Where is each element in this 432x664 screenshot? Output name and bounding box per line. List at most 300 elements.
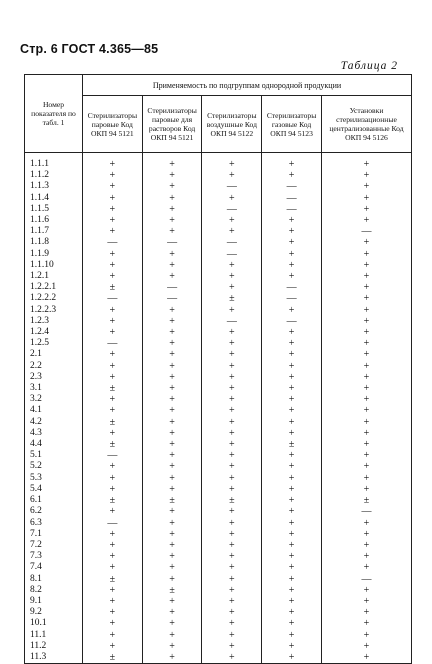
indicator-number-cell: 7.2 [25, 540, 83, 551]
applicability-cell: + [202, 372, 262, 383]
applicability-cell: + [202, 305, 262, 316]
applicability-cell: + [142, 618, 202, 629]
applicability-cell: + [83, 249, 143, 260]
applicability-cell: + [202, 529, 262, 540]
indicator-number-cell: 5.2 [25, 461, 83, 472]
applicability-cell: — [262, 282, 322, 293]
applicability-cell: + [142, 641, 202, 652]
indicator-number-cell: 1.1.2 [25, 170, 83, 181]
applicability-cell: + [83, 562, 143, 573]
table-row [25, 607, 412, 618]
applicability-cell: + [202, 484, 262, 495]
indicator-number-cell: 4.4 [25, 439, 83, 450]
applicability-cell: + [262, 383, 322, 394]
applicability-cell: ± [83, 417, 143, 428]
table-row [25, 405, 412, 416]
indicator-number-cell: 1.2.2.2 [25, 293, 83, 304]
applicability-cell: — [262, 193, 322, 204]
applicability-cell: + [142, 249, 202, 260]
applicability-cell: + [83, 540, 143, 551]
applicability-cell: + [202, 607, 262, 618]
applicability-cell: + [321, 529, 411, 540]
applicability-cell: + [142, 518, 202, 529]
applicability-cell: + [321, 349, 411, 360]
applicability-cell: + [262, 551, 322, 562]
indicator-number-cell: 1.2.4 [25, 327, 83, 338]
applicability-cell: + [262, 473, 322, 484]
applicability-cell: + [321, 394, 411, 405]
table-row [25, 237, 412, 248]
applicability-cell: + [202, 338, 262, 349]
applicability-cell: — [83, 518, 143, 529]
applicability-cell: + [142, 652, 202, 664]
applicability-cell: + [262, 327, 322, 338]
applicability-cell: + [202, 361, 262, 372]
table-row [25, 652, 412, 664]
table-row [25, 282, 412, 293]
indicator-number-cell: 1.1.4 [25, 193, 83, 204]
indicator-number-cell: 1.1.5 [25, 204, 83, 215]
table-row [25, 641, 412, 652]
applicability-cell: + [202, 428, 262, 439]
indicator-number-cell: 8.1 [25, 574, 83, 585]
applicability-cell: + [321, 439, 411, 450]
applicability-cell: + [262, 394, 322, 405]
table-row [25, 495, 412, 506]
applicability-cell: ± [142, 495, 202, 506]
indicator-number-cell: 4.3 [25, 428, 83, 439]
applicability-cell: + [202, 618, 262, 629]
group-header: Применяемость по подгруппам однородной продукции [83, 75, 412, 96]
applicability-cell: — [142, 293, 202, 304]
table-row [25, 327, 412, 338]
table-row [25, 215, 412, 226]
applicability-cell: + [321, 327, 411, 338]
applicability-cell: — [321, 506, 411, 517]
applicability-cell: + [142, 596, 202, 607]
applicability-cell: + [262, 585, 322, 596]
applicability-cell: + [83, 585, 143, 596]
applicability-cell: — [202, 237, 262, 248]
applicability-cell: + [262, 260, 322, 271]
indicator-number-cell: 7.3 [25, 551, 83, 562]
applicability-cell: — [262, 316, 322, 327]
applicability-cell: — [321, 226, 411, 237]
table-row [25, 204, 412, 215]
table-row [25, 260, 412, 271]
row-number-header: Номер показателя по табл. 1 [25, 75, 83, 153]
applicability-cell: + [262, 461, 322, 472]
applicability-cell: + [321, 461, 411, 472]
applicability-cell: + [321, 316, 411, 327]
indicator-number-cell: 5.3 [25, 473, 83, 484]
indicator-number-cell: 4.1 [25, 405, 83, 416]
indicator-number-cell: 8.2 [25, 585, 83, 596]
applicability-cell: + [142, 260, 202, 271]
column-header: Стерилизаторы газовые Код ОКП 94 5123 [262, 96, 322, 153]
applicability-cell: + [321, 618, 411, 629]
applicability-cell: + [262, 349, 322, 360]
applicability-cell: + [142, 271, 202, 282]
applicability-cell: + [202, 518, 262, 529]
applicability-cell: + [83, 405, 143, 416]
applicability-cell: + [262, 518, 322, 529]
applicability-cell: + [83, 271, 143, 282]
applicability-cell: + [142, 607, 202, 618]
applicability-cell: + [142, 428, 202, 439]
applicability-cell: + [142, 181, 202, 192]
table-row [25, 450, 412, 461]
applicability-cell: + [262, 226, 322, 237]
applicability-cell: + [83, 529, 143, 540]
applicability-cell: + [262, 405, 322, 416]
table-row [25, 461, 412, 472]
indicator-number-cell: 10.1 [25, 618, 83, 629]
applicability-cell: ± [83, 282, 143, 293]
table-row [25, 361, 412, 372]
applicability-cell: + [83, 551, 143, 562]
applicability-cell: — [83, 450, 143, 461]
applicability-cell: — [202, 316, 262, 327]
applicability-cell: + [202, 450, 262, 461]
applicability-cell: ± [142, 585, 202, 596]
applicability-cell: + [321, 540, 411, 551]
applicability-cell: + [202, 585, 262, 596]
applicability-cell: + [202, 551, 262, 562]
applicability-table [24, 74, 412, 664]
applicability-cell: + [202, 473, 262, 484]
table-row [25, 316, 412, 327]
applicability-cell: — [202, 204, 262, 215]
applicability-cell: ± [202, 293, 262, 304]
applicability-cell: + [142, 439, 202, 450]
applicability-cell: + [321, 338, 411, 349]
applicability-cell: + [321, 361, 411, 372]
column-header: Установки стерилизационные централизованные Код ОКП 94 5126 [321, 96, 411, 153]
applicability-cell: — [321, 574, 411, 585]
applicability-cell: + [202, 630, 262, 641]
applicability-cell: — [262, 293, 322, 304]
column-header: Стерилизаторы паровые для растворов Код ОКП 94 5121 [142, 96, 202, 153]
applicability-cell: + [83, 618, 143, 629]
applicability-cell: + [142, 338, 202, 349]
applicability-cell: + [321, 484, 411, 495]
applicability-cell: + [83, 305, 143, 316]
applicability-cell: + [142, 450, 202, 461]
applicability-cell: + [321, 293, 411, 304]
applicability-cell: + [321, 204, 411, 215]
table-row [25, 394, 412, 405]
applicability-cell: + [142, 372, 202, 383]
applicability-cell: + [202, 271, 262, 282]
applicability-cell: — [142, 237, 202, 248]
applicability-cell: ± [83, 495, 143, 506]
applicability-cell: + [83, 630, 143, 641]
applicability-cell: + [262, 607, 322, 618]
applicability-cell: + [83, 473, 143, 484]
indicator-number-cell: 1.1.7 [25, 226, 83, 237]
indicator-number-cell: 6.3 [25, 518, 83, 529]
applicability-cell: + [262, 237, 322, 248]
applicability-cell: + [202, 215, 262, 226]
applicability-cell: + [83, 153, 143, 171]
applicability-cell: + [262, 361, 322, 372]
applicability-cell: — [262, 181, 322, 192]
applicability-cell: + [142, 540, 202, 551]
applicability-cell: ± [202, 495, 262, 506]
indicator-number-cell: 1.2.2.1 [25, 282, 83, 293]
table-row [25, 170, 412, 181]
table-row [25, 428, 412, 439]
applicability-cell: + [262, 215, 322, 226]
applicability-cell: + [83, 226, 143, 237]
indicator-number-cell: 1.2.5 [25, 338, 83, 349]
applicability-cell: + [83, 316, 143, 327]
applicability-cell: ± [83, 574, 143, 585]
applicability-cell: + [321, 473, 411, 484]
applicability-cell: + [142, 361, 202, 372]
applicability-cell: + [202, 596, 262, 607]
applicability-cell: + [142, 193, 202, 204]
applicability-cell: + [142, 506, 202, 517]
applicability-cell: + [321, 641, 411, 652]
applicability-cell: + [83, 641, 143, 652]
applicability-cell: + [262, 153, 322, 171]
applicability-cell: + [321, 271, 411, 282]
table-title: Таблица 2 [340, 60, 398, 72]
applicability-cell: + [262, 506, 322, 517]
table-row [25, 529, 412, 540]
applicability-cell: + [262, 305, 322, 316]
indicator-number-cell: 5.1 [25, 450, 83, 461]
table-row [25, 417, 412, 428]
applicability-cell: + [262, 170, 322, 181]
applicability-cell: + [321, 607, 411, 618]
applicability-cell: + [142, 417, 202, 428]
applicability-cell: + [142, 394, 202, 405]
applicability-cell: + [142, 574, 202, 585]
applicability-cell: + [202, 282, 262, 293]
indicator-number-cell: 1.2.3 [25, 316, 83, 327]
indicator-number-cell: 6.1 [25, 495, 83, 506]
applicability-cell: ± [321, 495, 411, 506]
table-row [25, 585, 412, 596]
applicability-cell: + [202, 652, 262, 664]
applicability-cell: + [142, 461, 202, 472]
table-row [25, 305, 412, 316]
indicator-number-cell: 2.1 [25, 349, 83, 360]
indicator-number-cell: 7.4 [25, 562, 83, 573]
applicability-cell: + [321, 562, 411, 573]
applicability-cell: + [262, 618, 322, 629]
applicability-cell: + [262, 652, 322, 664]
applicability-cell: + [202, 417, 262, 428]
applicability-cell: + [262, 495, 322, 506]
indicator-number-cell: 1.1.9 [25, 249, 83, 260]
indicator-number-cell: 9.2 [25, 607, 83, 618]
applicability-cell: + [202, 383, 262, 394]
applicability-cell: + [321, 585, 411, 596]
indicator-number-cell: 1.1.10 [25, 260, 83, 271]
applicability-cell: + [262, 574, 322, 585]
table-row [25, 518, 412, 529]
table-row [25, 338, 412, 349]
applicability-cell: + [83, 394, 143, 405]
applicability-cell: + [83, 181, 143, 192]
indicator-number-cell: 1.1.6 [25, 215, 83, 226]
page-header: Стр. 6 ГОСТ 4.365—85 [20, 42, 159, 56]
applicability-cell: — [83, 338, 143, 349]
applicability-cell: + [321, 282, 411, 293]
table-row [25, 383, 412, 394]
applicability-cell: + [142, 204, 202, 215]
applicability-cell: + [83, 215, 143, 226]
applicability-cell: + [202, 506, 262, 517]
applicability-cell: + [83, 349, 143, 360]
applicability-cell: + [83, 372, 143, 383]
applicability-cell: + [262, 484, 322, 495]
applicability-cell: + [262, 596, 322, 607]
indicator-number-cell: 3.2 [25, 394, 83, 405]
indicator-number-cell: 6.2 [25, 506, 83, 517]
applicability-cell: + [321, 450, 411, 461]
table-row [25, 551, 412, 562]
applicability-cell: + [142, 153, 202, 171]
indicator-number-cell: 5.4 [25, 484, 83, 495]
applicability-cell: + [142, 215, 202, 226]
applicability-cell: + [202, 641, 262, 652]
applicability-cell: + [202, 260, 262, 271]
applicability-cell: + [142, 305, 202, 316]
table-row [25, 271, 412, 282]
indicator-number-cell: 2.2 [25, 361, 83, 372]
applicability-cell: + [262, 271, 322, 282]
applicability-cell: + [321, 630, 411, 641]
applicability-cell: + [262, 417, 322, 428]
applicability-cell: + [83, 170, 143, 181]
applicability-cell: + [83, 361, 143, 372]
applicability-cell: + [83, 484, 143, 495]
applicability-cell: + [202, 153, 262, 171]
table-row [25, 473, 412, 484]
applicability-cell: + [142, 226, 202, 237]
applicability-cell: + [262, 450, 322, 461]
table-row [25, 506, 412, 517]
table-row [25, 153, 412, 171]
applicability-cell: + [321, 405, 411, 416]
applicability-cell: + [142, 562, 202, 573]
applicability-cell: + [202, 439, 262, 450]
applicability-cell: + [83, 327, 143, 338]
table-row [25, 540, 412, 551]
applicability-cell: + [202, 574, 262, 585]
applicability-cell: + [83, 461, 143, 472]
applicability-cell: + [262, 630, 322, 641]
table-row [25, 439, 412, 450]
indicator-number-cell: 11.3 [25, 652, 83, 664]
applicability-cell: + [202, 327, 262, 338]
applicability-cell: — [202, 249, 262, 260]
applicability-cell: + [142, 349, 202, 360]
applicability-cell: + [321, 181, 411, 192]
applicability-cell: + [321, 417, 411, 428]
applicability-cell: — [142, 282, 202, 293]
applicability-cell: + [262, 372, 322, 383]
table-row [25, 630, 412, 641]
applicability-cell: + [321, 652, 411, 664]
table-row [25, 372, 412, 383]
indicator-number-cell: 11.1 [25, 630, 83, 641]
table-row [25, 484, 412, 495]
applicability-cell: + [321, 428, 411, 439]
applicability-cell: + [202, 562, 262, 573]
column-header: Стерилизаторы паровые Код ОКП 94 5121 [83, 96, 143, 153]
table-row [25, 193, 412, 204]
indicator-number-cell: 2.3 [25, 372, 83, 383]
indicator-number-cell: 1.1.1 [25, 153, 83, 171]
applicability-cell: + [202, 170, 262, 181]
applicability-cell: + [202, 193, 262, 204]
applicability-cell: + [83, 596, 143, 607]
applicability-cell: + [142, 383, 202, 394]
table-row [25, 181, 412, 192]
applicability-cell: + [202, 226, 262, 237]
applicability-cell: + [142, 170, 202, 181]
indicator-number-cell: 1.2.1 [25, 271, 83, 282]
applicability-cell: + [262, 641, 322, 652]
table-row [25, 596, 412, 607]
indicator-number-cell: 11.2 [25, 641, 83, 652]
applicability-cell: + [142, 630, 202, 641]
applicability-cell: + [142, 529, 202, 540]
indicator-number-cell: 9.1 [25, 596, 83, 607]
indicator-number-cell: 3.1 [25, 383, 83, 394]
applicability-cell: + [83, 193, 143, 204]
applicability-cell: + [83, 260, 143, 271]
applicability-cell: + [202, 461, 262, 472]
applicability-cell: + [321, 383, 411, 394]
applicability-cell: + [321, 305, 411, 316]
applicability-cell: + [262, 540, 322, 551]
indicator-number-cell: 1.2.2.3 [25, 305, 83, 316]
applicability-cell: + [321, 551, 411, 562]
applicability-cell: — [202, 181, 262, 192]
indicator-number-cell: 7.1 [25, 529, 83, 540]
applicability-cell: ± [83, 652, 143, 664]
applicability-cell: ± [262, 439, 322, 450]
table-row [25, 293, 412, 304]
applicability-cell: + [202, 394, 262, 405]
indicator-number-cell: 1.1.8 [25, 237, 83, 248]
applicability-cell: + [262, 529, 322, 540]
indicator-number-cell: 4.2 [25, 417, 83, 428]
applicability-cell: + [262, 562, 322, 573]
applicability-cell: — [83, 237, 143, 248]
applicability-cell: + [321, 260, 411, 271]
table-row [25, 226, 412, 237]
applicability-cell: + [83, 428, 143, 439]
applicability-cell: — [262, 204, 322, 215]
applicability-cell: + [202, 405, 262, 416]
table-row [25, 618, 412, 629]
applicability-cell: + [321, 170, 411, 181]
applicability-cell: + [321, 372, 411, 383]
applicability-cell: + [321, 518, 411, 529]
applicability-cell: + [321, 153, 411, 171]
applicability-cell: ± [83, 439, 143, 450]
applicability-cell: + [142, 327, 202, 338]
applicability-cell: + [142, 473, 202, 484]
